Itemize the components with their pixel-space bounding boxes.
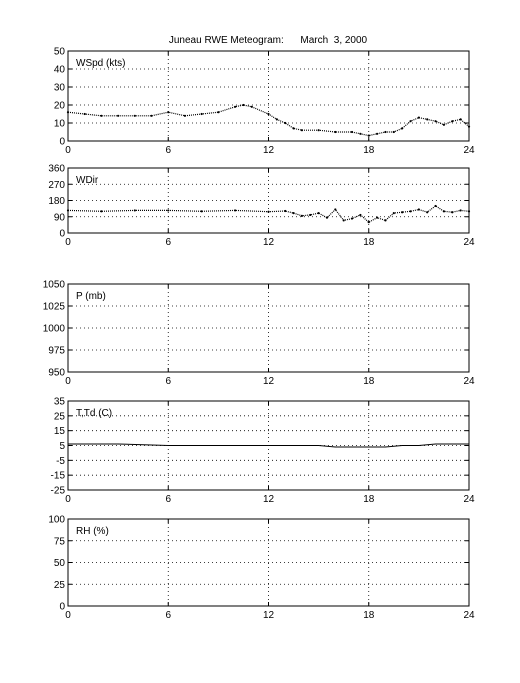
y-tick-label: 0 (59, 228, 65, 240)
x-tick-label: 24 (463, 494, 475, 505)
data-point (201, 113, 203, 115)
y-tick-label: 20 (53, 100, 65, 112)
data-point (267, 113, 269, 115)
data-point (359, 133, 361, 135)
data-point (468, 126, 470, 128)
x-tick-label: 0 (65, 610, 71, 621)
y-tick-label: 0 (59, 601, 65, 613)
data-point (426, 211, 428, 213)
panel-label: RH (%) (76, 526, 109, 537)
x-tick-label: 12 (262, 494, 275, 505)
panel-label: WDir (76, 175, 99, 186)
x-tick-label: 0 (65, 494, 71, 505)
data-point (234, 209, 236, 211)
panel-4 (51, 397, 475, 506)
x-tick-label: 24 (463, 145, 475, 156)
data-point (217, 111, 219, 113)
data-point (234, 106, 236, 108)
data-point (134, 115, 136, 117)
data-point (318, 212, 320, 214)
x-tick-label: 18 (363, 237, 375, 248)
data-point (376, 133, 378, 135)
data-point (251, 106, 253, 108)
data-point (468, 210, 470, 212)
x-tick-label: 0 (65, 145, 71, 156)
y-tick-label: 360 (48, 163, 65, 175)
data-point (368, 221, 370, 223)
data-point (376, 217, 378, 219)
data-point (401, 211, 403, 213)
y-tick-label: -25 (50, 485, 65, 497)
data-point (451, 120, 453, 122)
x-tick-label: 18 (363, 494, 375, 505)
y-tick-label: 5 (59, 441, 65, 452)
data-point (318, 129, 320, 131)
y-tick-label: 0 (59, 136, 65, 148)
y-tick-label: 25 (53, 411, 65, 423)
x-tick-label: 6 (165, 376, 172, 387)
data-point (242, 104, 244, 106)
data-point (443, 210, 445, 212)
x-tick-label: 6 (165, 237, 172, 248)
y-tick-label: 90 (53, 212, 65, 224)
panel-label: WSpd (kts) (76, 58, 126, 69)
data-point (276, 118, 278, 120)
data-point (384, 219, 386, 221)
data-point (284, 210, 286, 212)
x-tick-label: 6 (165, 610, 172, 621)
y-tick-label: -5 (56, 455, 65, 467)
data-point (334, 208, 336, 210)
data-point (409, 120, 411, 122)
data-point (434, 120, 436, 122)
data-point (351, 217, 353, 219)
panel-label: T,Td (C) (76, 408, 113, 419)
y-tick-label: 975 (48, 345, 65, 357)
data-point (100, 210, 102, 212)
data-point (117, 115, 119, 117)
panel-3 (43, 280, 475, 388)
x-tick-label: 12 (262, 237, 275, 248)
data-point (284, 122, 286, 124)
data-point (100, 115, 102, 117)
y-tick-label: 50 (53, 46, 65, 58)
data-point (292, 212, 294, 214)
x-tick-label: 12 (262, 610, 275, 621)
data-point (418, 117, 420, 119)
y-tick-label: 30 (53, 82, 65, 94)
y-tick-label: 1050 (42, 279, 65, 291)
x-tick-label: 0 (65, 237, 71, 248)
data-point (401, 127, 403, 129)
data-point (267, 211, 269, 213)
y-tick-label: -15 (50, 470, 65, 482)
data-point (167, 209, 169, 211)
x-tick-label: 18 (363, 376, 375, 387)
data-point (384, 131, 386, 133)
data-point (334, 131, 336, 133)
data-point (67, 111, 69, 113)
data-point (292, 127, 294, 129)
data-point (201, 210, 203, 212)
y-tick-label: 950 (48, 367, 65, 379)
data-point (184, 115, 186, 117)
data-point (460, 209, 462, 211)
data-point (359, 214, 361, 216)
y-tick-label: 35 (53, 396, 65, 408)
figure-title: Juneau RWE Meteogram: March 3, 2000 (168, 35, 368, 46)
data-point (451, 211, 453, 213)
x-tick-label: 6 (165, 145, 172, 156)
x-tick-label: 18 (363, 145, 375, 156)
x-tick-label: 12 (262, 376, 275, 387)
data-point (301, 215, 303, 217)
data-point (460, 118, 462, 120)
panel-5 (48, 515, 475, 622)
data-point (343, 219, 345, 221)
x-tick-label: 6 (165, 494, 172, 505)
data-point (67, 209, 69, 211)
data-point (150, 115, 152, 117)
y-tick-label: 1025 (42, 301, 65, 313)
y-tick-label: 180 (48, 196, 65, 207)
y-tick-label: 10 (53, 118, 65, 130)
y-tick-label: 50 (53, 558, 65, 569)
x-tick-label: 0 (65, 376, 71, 387)
panel-1 (54, 47, 475, 157)
x-tick-label: 12 (262, 145, 275, 156)
data-point (434, 205, 436, 207)
panel-label: P (mb) (76, 291, 106, 302)
y-tick-label: 40 (53, 64, 65, 76)
y-tick-label: 1000 (42, 323, 65, 335)
panel-2 (48, 164, 475, 249)
data-point (443, 124, 445, 126)
data-point (351, 131, 353, 133)
y-tick-label: 100 (48, 514, 65, 526)
y-tick-label: 25 (53, 579, 65, 591)
y-tick-label: 75 (53, 536, 65, 548)
data-point (393, 212, 395, 214)
y-tick-label: 270 (48, 179, 65, 191)
x-tick-label: 24 (463, 237, 475, 248)
data-point (326, 217, 328, 219)
data-point (393, 131, 395, 133)
x-tick-label: 24 (463, 376, 475, 387)
data-point (409, 210, 411, 212)
data-point (167, 111, 169, 113)
y-tick-label: 15 (53, 426, 65, 438)
data-point (426, 118, 428, 120)
data-point (368, 135, 370, 137)
x-tick-label: 18 (363, 610, 375, 621)
data-point (134, 209, 136, 211)
data-point (309, 214, 311, 216)
x-tick-label: 24 (463, 610, 475, 621)
data-point (418, 208, 420, 210)
data-point (301, 129, 303, 131)
data-point (84, 113, 86, 115)
